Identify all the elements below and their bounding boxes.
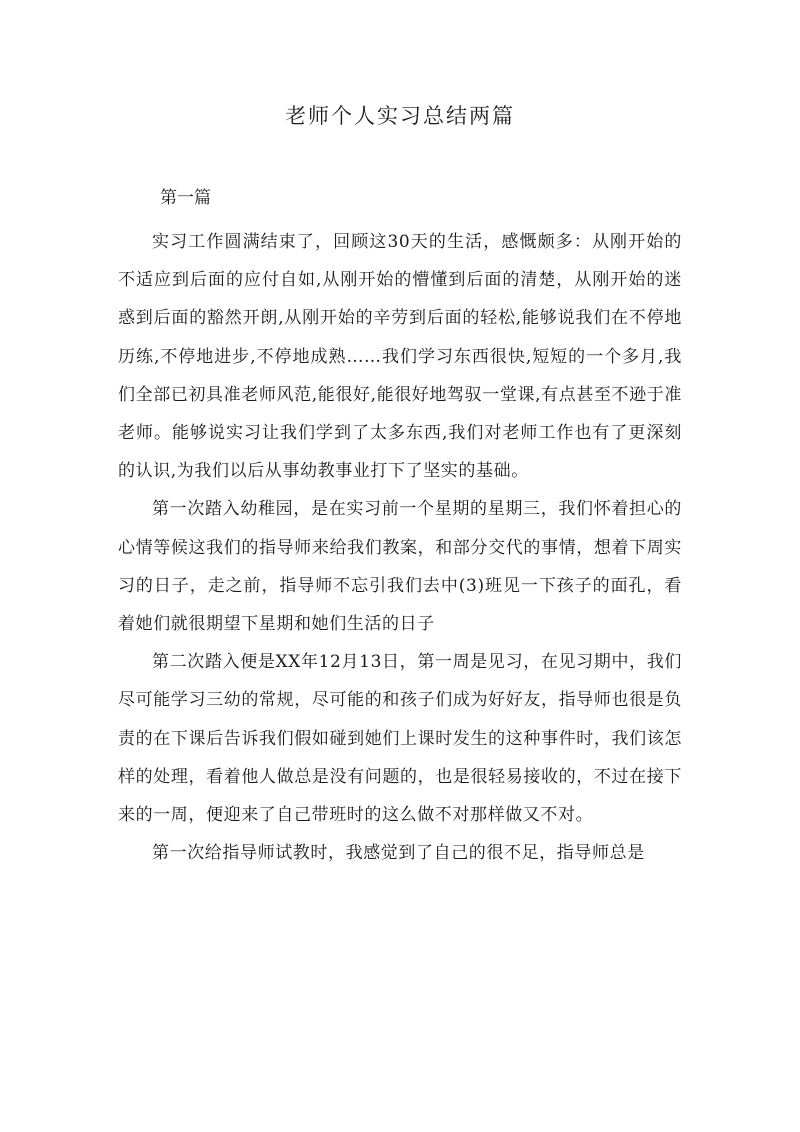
paragraph-1: 实习工作圆满结束了，回顾这30天的生活，感慨颇多：从刚开始的不适应到后面的应付自如,从刚开始的懵懂到后面的清楚，从刚开始的迷惑到后面的豁然开朗,从刚开始的辛劳到后面的轻松,能够说我们在不停地历练,不停地进步,不停地成熟……我们学习东西很快,短短的一个多月,我们全部已初具准老师风范,能很好,能很好地驾驭一堂课,有点甚至不逊于准老师。能够说实习让我们学到了太多东西,我们对老师工作也有了更深刻的认识,为我们以后从事幼教事业打下了坚实的基础。	[118, 232, 682, 482]
spacer	[118, 211, 682, 223]
paragraph-4: 第一次给指导师试教时，我感觉到了自己的很不足，指导师总是	[152, 843, 645, 864]
paragraph-2: 第一次踏入幼稚园，是在实习前一个星期的星期三，我们怀着担心的心情等候这我们的指导师来给我们教案，和部分交代的事情，想着下周实习的日子，走之前，指导师不忘引我们去中(3)班见一下孩子的面孔，看着她们就很期望下星期和她们生活的日子	[118, 499, 682, 635]
section-label: 第一篇	[160, 188, 211, 208]
document-title: 老师个人实习总结两篇	[285, 104, 515, 128]
paragraph-3: 第二次踏入便是XX年12月13日，第一周是见习，在见习期中，我们尽可能学习三幼的常规，尽可能的和孩子们成为好好友，指导师也很是负责的在下课后告诉我们假如碰到她们上课时发生的这种事件时，我们该怎样的处理，看着他人做总是没有问题的，也是很轻易接收的，不过在接下来的一周，便迎来了自己带班时的这么做不对那样做又不对。	[118, 652, 682, 826]
document-body	[118, 185, 682, 872]
